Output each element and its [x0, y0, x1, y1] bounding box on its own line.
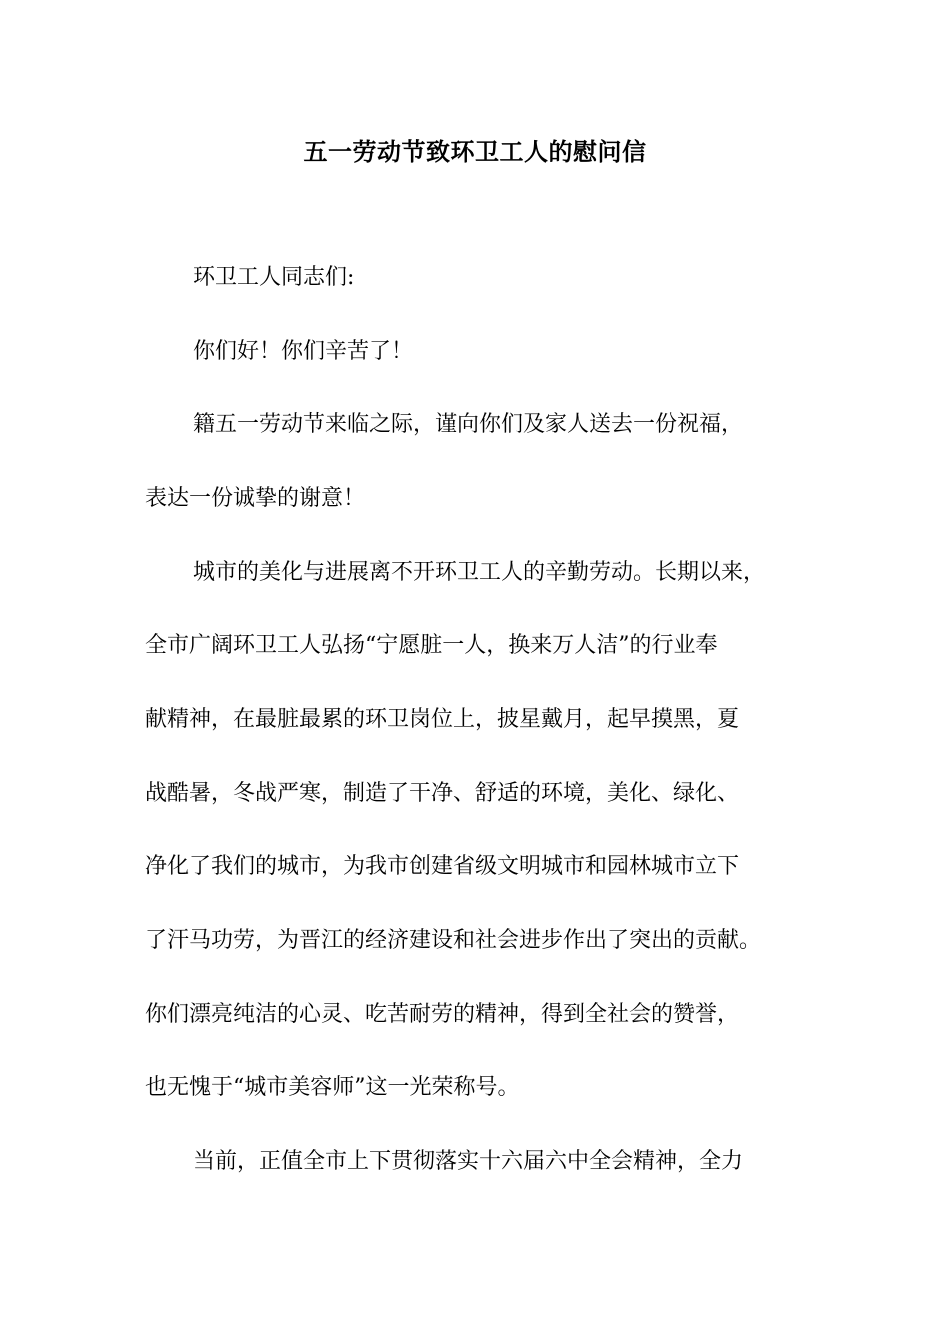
paragraph-line: 籍五一劳动节来临之际，谨向你们及家人送去一份祝福， [193, 412, 744, 437]
paragraph-line: 净化了我们的城市，为我市创建省级文明城市和园林城市立下 [145, 854, 740, 879]
paragraph-line: 了汗马功劳，为晋江的经济建设和社会进步作出了突出的贡献。 [145, 928, 762, 953]
greeting-line: 你们好！你们辛苦了！ [193, 339, 414, 364]
salutation-line: 环卫工人同志们: [193, 265, 355, 290]
document-title: 五一劳动节致环卫工人的慰问信 [303, 137, 647, 166]
paragraph-line: 全市广阔环卫工人弘扬“宁愿脏一人，换来万人洁”的行业奉 [145, 633, 718, 658]
paragraph-line: 献精神，在最脏最累的环卫岗位上，披星戴月，起早摸黑，夏 [145, 707, 740, 732]
paragraph-line: 战酷暑，冬战严寒，制造了干净、舒适的环境，美化、绿化、 [145, 781, 740, 806]
paragraph-line: 表达一份诚挚的谢意！ [145, 486, 366, 511]
paragraph-line: 你们漂亮纯洁的心灵、吃苦耐劳的精神，得到全社会的赞誉， [145, 1002, 740, 1027]
paragraph-line: 城市的美化与进展离不开环卫工人的辛勤劳动。长期以来， [193, 560, 766, 585]
paragraph-line: 也无愧于“城市美容师”这一光荣称号。 [145, 1075, 520, 1100]
paragraph-line: 当前，正值全市上下贯彻落实十六届六中全会精神，全力 [193, 1149, 744, 1174]
